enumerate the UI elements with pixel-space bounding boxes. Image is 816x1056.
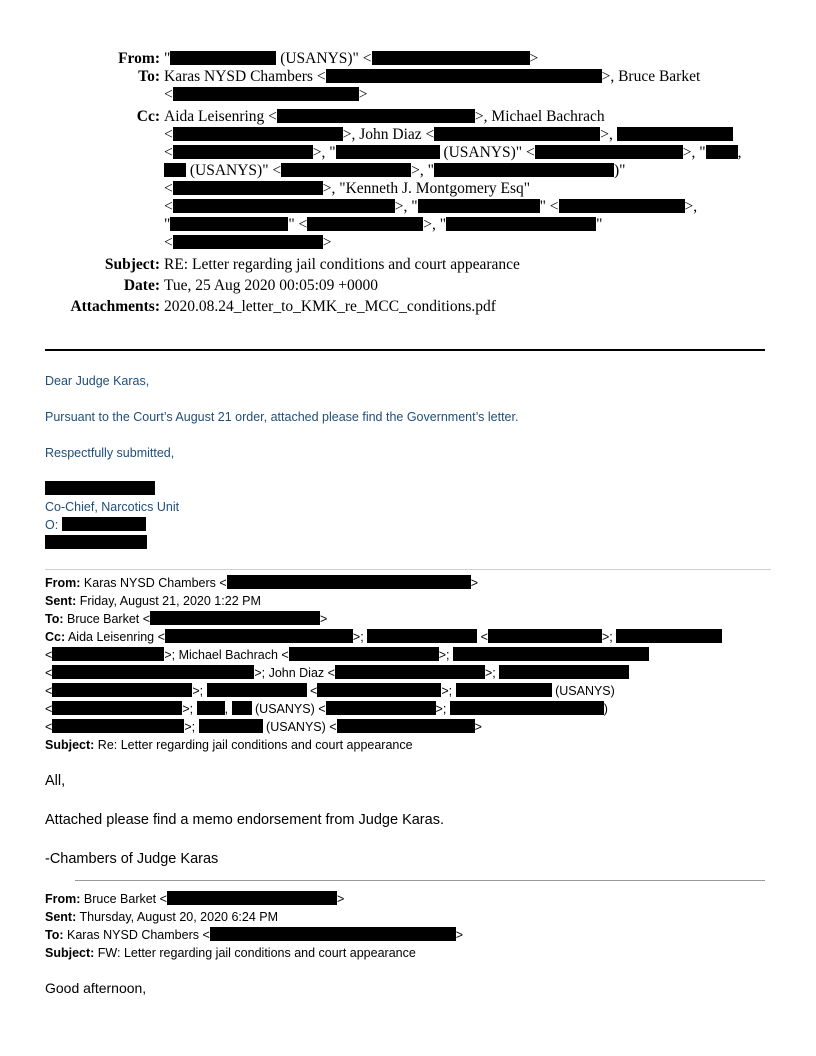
redaction <box>434 127 600 141</box>
redaction <box>617 127 733 141</box>
redaction <box>418 199 540 213</box>
redaction <box>207 683 307 697</box>
redaction <box>173 199 395 213</box>
fwd2-sent-label: Sent: <box>45 910 77 924</box>
redaction <box>559 199 685 213</box>
redaction <box>535 145 683 159</box>
redaction <box>450 701 604 715</box>
redaction <box>456 683 552 697</box>
forwarded-header-1: From: Karas NYSD Chambers < > Sent: Friday, August 21, 2020 1:22 PM To: Bruce Barket < > Cc: Aida Leisenring < >; < >; < >; Michael Bachrach < >; < >; John Diaz < >; < >; < >; (USANYS) < >; , (USANYS) < >; ) < >; (USANYS) < > Subject: Re: Letter regarding jail conditions and court appearance <box>45 574 722 754</box>
fwd2-subject: FW: Letter regarding jail conditions and court appearance <box>97 946 416 960</box>
fwd1-cc-name-2: Michael Bachrach <box>178 648 278 662</box>
fwd1-sent: Friday, August 21, 2020 1:22 PM <box>79 594 261 608</box>
fwd2-subject-label: Subject: <box>45 946 95 960</box>
redaction <box>170 217 288 231</box>
fwd2-greeting: Good afternoon, <box>45 980 147 996</box>
fwd1-cc-label: Cc: <box>45 630 66 644</box>
redaction <box>335 665 485 679</box>
cc-name-2: Michael Bachrach <box>491 108 605 125</box>
redaction <box>210 927 456 941</box>
redaction <box>62 517 146 531</box>
date-value: Tue, 25 Aug 2020 00:05:09 +0000 <box>164 277 378 294</box>
fwd1-from-label: From: <box>45 576 81 590</box>
signature-phone-label: O: <box>45 518 59 532</box>
redaction <box>170 51 276 65</box>
subject-label: Subject: <box>104 256 160 273</box>
signature-title: Co-Chief, Narcotics Unit <box>45 500 180 514</box>
redaction <box>52 701 182 715</box>
body-paragraph: Pursuant to the Court’s August 21 order, attached please find the Government’s letter. <box>45 410 519 424</box>
redaction <box>52 719 184 733</box>
fwd1-greeting: All, <box>45 773 66 789</box>
from-value: (USANYS)" <box>280 50 359 67</box>
redaction <box>45 481 155 495</box>
to-label: To: <box>138 68 160 85</box>
from-label: From: <box>118 50 160 67</box>
fwd1-sent-label: Sent: <box>45 594 77 608</box>
redaction <box>326 701 436 715</box>
cc-usanys-2: (USANYS)" <box>189 162 269 179</box>
fwd1-to-name: Bruce Barket <box>67 612 140 626</box>
fwd2-from-label: From: <box>45 892 81 906</box>
attachments-label: Attachments: <box>70 298 160 315</box>
redaction <box>367 629 477 643</box>
redaction <box>173 87 359 101</box>
header-to-row: To: Karas NYSD Chambers < >, Bruce Barket < > <box>0 68 816 104</box>
cc-name-3: John Diaz <box>359 126 422 143</box>
to-second-name: Bruce Barket <box>618 68 701 85</box>
redaction <box>706 145 738 159</box>
cc-montgomery: "Kenneth J. Montgomery Esq" <box>339 180 531 197</box>
fwd2-from-name: Bruce Barket <box>83 892 157 906</box>
redaction <box>52 683 192 697</box>
fwd1-usanys-1: (USANYS) <box>555 684 615 698</box>
cc-label: Cc: <box>136 108 160 125</box>
email-header <box>0 50 816 316</box>
redaction <box>307 217 423 231</box>
fwd1-from-name: Karas NYSD Chambers <box>83 576 216 590</box>
redaction <box>150 611 320 625</box>
redaction <box>52 647 164 661</box>
redaction <box>277 109 475 123</box>
header-from-row: From: " (USANYS)" < > <box>0 50 816 68</box>
fwd2-to-name: Karas NYSD Chambers <box>67 928 199 942</box>
subject-value: RE: Letter regarding jail conditions and court appearance <box>164 256 520 273</box>
fwd1-text: Attached please find a memo endorsement from Judge Karas. <box>45 812 444 828</box>
fwd2-sent: Thursday, August 20, 2020 6:24 PM <box>79 910 279 924</box>
date-label: Date: <box>123 277 160 294</box>
forwarded-header-2: From: Bruce Barket < > Sent: Thursday, August 20, 2020 6:24 PM To: Karas NYSD Chambers < > Subject: FW: Letter regarding jail conditions and court appearance <box>45 892 464 960</box>
redaction <box>336 145 440 159</box>
redaction <box>289 647 439 661</box>
redaction <box>45 535 147 549</box>
redaction <box>453 647 649 661</box>
redaction <box>232 701 252 715</box>
fwd1-sign: -Chambers of Judge Karas <box>45 851 219 867</box>
redaction <box>372 51 530 65</box>
fwd1-usanys-2: (USANYS) <box>255 702 315 716</box>
fwd1-subject: Re: Letter regarding jail conditions and court appearance <box>97 738 413 752</box>
to-name: Karas NYSD Chambers <box>164 68 313 85</box>
message-body <box>45 372 518 480</box>
header-cc-row: Cc: Aida Leisenring < >, Michael Bachrach < >, John Diaz < >, < >, " (USANYS)" < >, " , (USANYS)" < >, " )" < >, "Kenneth J. Montgomery Esq" < >, " " < >, " " < >, " " < > <box>0 108 816 252</box>
redaction <box>173 127 343 141</box>
redaction <box>337 719 475 733</box>
redaction <box>164 163 186 177</box>
redaction <box>173 181 323 195</box>
cc-name-1: Aida Leisenring <box>164 108 265 125</box>
redaction <box>173 145 313 159</box>
redaction <box>197 701 225 715</box>
redaction <box>52 665 254 679</box>
header-attachments-row <box>0 298 816 316</box>
forward-divider-2 <box>75 880 765 881</box>
fwd1-cc-name-3: John Diaz <box>268 666 325 680</box>
signature-block <box>45 480 179 552</box>
header-subject-row <box>0 256 816 274</box>
redaction <box>167 891 337 905</box>
salutation: Dear Judge Karas, <box>45 374 150 388</box>
redaction <box>326 69 602 83</box>
redaction <box>488 629 602 643</box>
header-date-row <box>0 277 816 295</box>
fwd1-cc-name-1: Aida Leisenring <box>67 630 155 644</box>
redaction <box>317 683 441 697</box>
redaction <box>499 665 629 679</box>
redaction <box>281 163 411 177</box>
redaction <box>173 235 323 249</box>
fwd2-to-label: To: <box>45 928 64 942</box>
header-divider <box>45 349 765 351</box>
fwd1-to-label: To: <box>45 612 64 626</box>
redaction <box>165 629 353 643</box>
forward-divider <box>45 569 771 570</box>
redaction <box>446 217 596 231</box>
fwd1-subject-label: Subject: <box>45 738 95 752</box>
fwd1-usanys-3: (USANYS) <box>266 720 326 734</box>
closing: Respectfully submitted, <box>45 446 175 460</box>
forwarded-body-1 <box>45 772 444 889</box>
attachment-link[interactable]: 2020.08.24_letter_to_KMK_re_MCC_conditions.pdf <box>164 298 496 315</box>
redaction <box>434 163 614 177</box>
redaction <box>199 719 263 733</box>
cc-usanys-1: (USANYS)" <box>443 144 523 161</box>
redaction <box>227 575 471 589</box>
redaction <box>616 629 722 643</box>
